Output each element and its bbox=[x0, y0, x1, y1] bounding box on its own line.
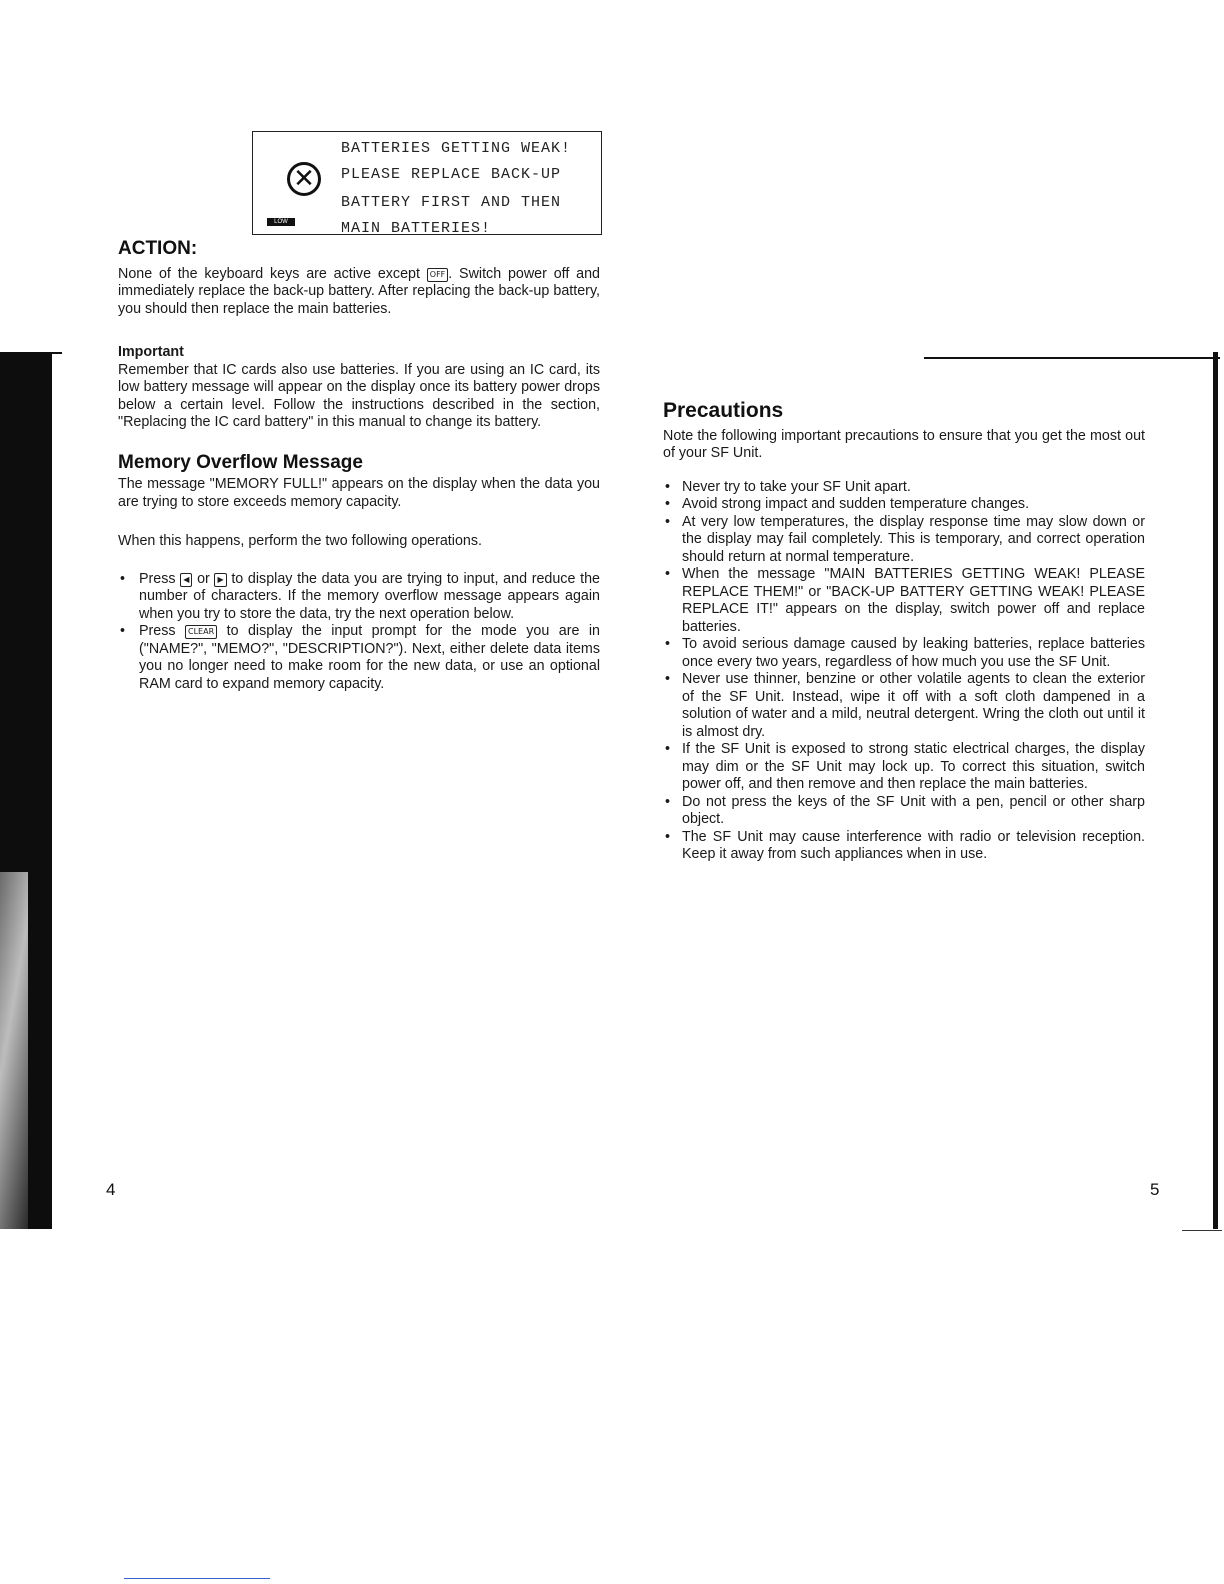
memory-overflow-heading: Memory Overflow Message bbox=[118, 451, 363, 473]
left-arrow-key-icon: ◀ bbox=[180, 573, 192, 587]
display-line-2: PLEASE REPLACE BACK-UP bbox=[341, 166, 562, 183]
action-paragraph: None of the keyboard keys are active except OFF . Switch power off and immediately replace the back-up battery. After replacing the back-up battery, you should then replace the main batteries. bbox=[118, 265, 600, 317]
display-line-1: BATTERIES GETTING WEAK! bbox=[341, 140, 572, 157]
page-number-right: 5 bbox=[1150, 1180, 1160, 1199]
precautions-list bbox=[663, 479, 1145, 864]
precautions-intro: Note the following important precautions to ensure that you get the most out of your SF Unit. bbox=[663, 427, 1145, 461]
right-page-column bbox=[663, 399, 1145, 864]
memory-steps-list bbox=[118, 571, 600, 694]
list-item: • Do not press the keys of the SF Unit with a pen, pencil or other sharp object. bbox=[663, 794, 1145, 829]
display-line-4: MAIN BATTERIES! bbox=[341, 220, 492, 237]
error-x-icon: ✕ bbox=[287, 162, 321, 196]
off-key-icon: OFF bbox=[427, 268, 449, 282]
list-item: • Avoid strong impact and sudden temperature changes. bbox=[663, 496, 1145, 514]
top-rule-right bbox=[924, 357, 1220, 359]
list-item: • If the SF Unit is exposed to strong static electrical charges, the display may dim or the SF Unit may lock up. To correct this situation, switch power off, and then remove and then replace the main batteries. bbox=[663, 741, 1145, 794]
bottom-rule bbox=[124, 1578, 270, 1579]
right-arrow-key-icon: ▶ bbox=[214, 573, 226, 587]
list-item: • At very low temperatures, the display response time may slow down or the display may fail completely. This is temporary, and correct operation should return at normal temperature. bbox=[663, 514, 1145, 567]
list-item: • Press ◀ or ▶ to display the data you are trying to input, and reduce the number of characters. If the memory overflow message appears again when you try to store the data, try the next operation below. bbox=[118, 571, 600, 624]
when-paragraph: When this happens, perform the two following operations. bbox=[118, 533, 482, 549]
action-heading: ACTION: bbox=[118, 238, 198, 259]
important-paragraph: Remember that IC cards also use batteries. If you are using an IC card, its low battery message will appear on the display once its battery power drops below a certain level. Follow the instructions described in the section, "Replacing the IC card battery" in this manual to change its battery. bbox=[118, 361, 600, 430]
list-item: • Never use thinner, benzine or other volatile agents to clean the exterior of the SF Unit. Instead, wipe it off with a soft cloth dampened in a solution of water and a mild, neutral detergent. Wring the cloth out until it is almost dry. bbox=[663, 671, 1145, 741]
scan-fold-shadow bbox=[0, 872, 28, 1229]
important-label: Important bbox=[118, 344, 184, 360]
lcd-display-illustration bbox=[252, 131, 602, 235]
top-rule-left bbox=[52, 352, 62, 354]
memory-paragraph: The message "MEMORY FULL!" appears on the display when the data you are trying to store exceeds memory capacity. bbox=[118, 476, 600, 510]
scan-right-edge bbox=[1213, 352, 1218, 1229]
list-item: • When the message "MAIN BATTERIES GETTING WEAK! PLEASE REPLACE THEM!" or "BACK-UP BATTERY GETTING WEAK! PLEASE REPLACE IT!" appears on the display, switch power off and replace batteries. bbox=[663, 566, 1145, 636]
list-item: • Never try to take your SF Unit apart. bbox=[663, 479, 1145, 497]
bottom-rule-right bbox=[1182, 1230, 1222, 1231]
list-item: • The SF Unit may cause interference with radio or television reception. Keep it away from such appliances when in use. bbox=[663, 829, 1145, 864]
left-page-column bbox=[118, 240, 600, 693]
precautions-heading: Precautions bbox=[663, 399, 784, 422]
list-item: • Press CLEAR to display the input prompt for the mode you are in ("NAME?", "MEMO?", "DESCRIPTION?"). Next, either delete data items you no longer need to make room for the new data, or use an optional RAM card to expand memory capacity. bbox=[118, 623, 600, 693]
display-line-3: BATTERY FIRST AND THEN bbox=[341, 194, 562, 211]
list-item: • To avoid serious damage caused by leaking batteries, replace batteries once every two years, regardless of how much you use the SF Unit. bbox=[663, 636, 1145, 671]
scan-left-edge bbox=[0, 352, 52, 1229]
page-number-left: 4 bbox=[106, 1180, 116, 1199]
clear-key-icon: CLEAR bbox=[185, 625, 217, 639]
low-battery-icon: LOW BATT bbox=[267, 218, 295, 226]
